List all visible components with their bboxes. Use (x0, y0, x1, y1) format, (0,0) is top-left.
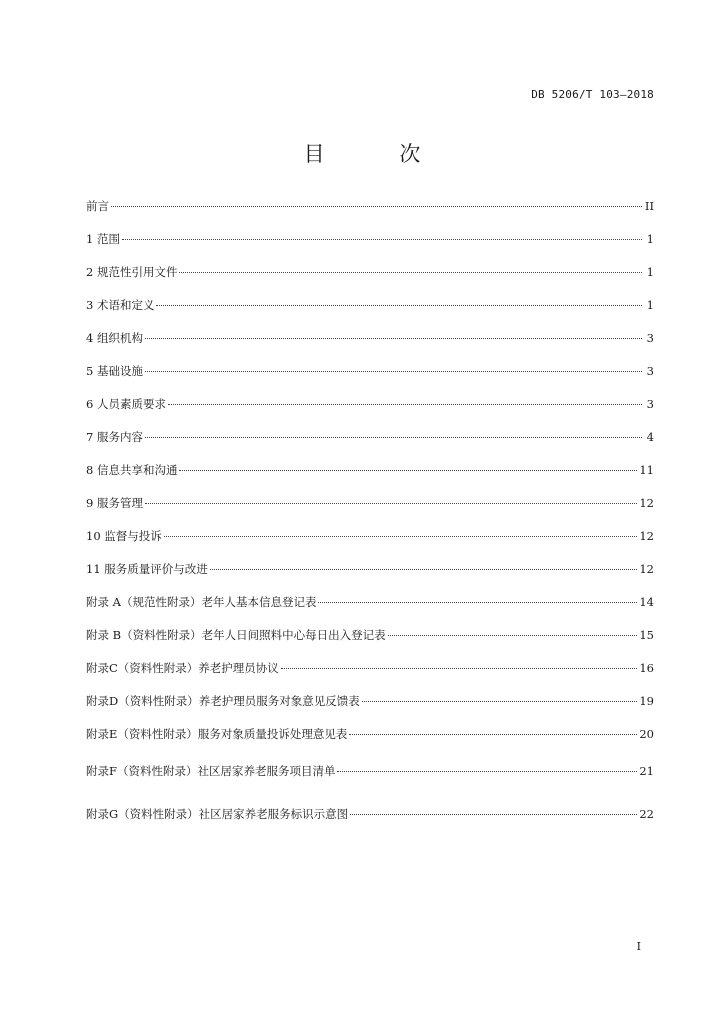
toc-dot-leader (164, 536, 638, 537)
toc-dot-leader (318, 602, 637, 603)
toc-entry-page: 20 (639, 727, 654, 741)
toc-entry[interactable] (86, 396, 654, 429)
toc-dot-leader (210, 569, 638, 570)
toc-dot-leader (145, 371, 642, 372)
toc-entry-label: 前言 (86, 199, 109, 213)
toc-dot-leader (111, 206, 642, 207)
toc-entry[interactable] (86, 763, 654, 796)
toc-entry-page: 3 (646, 331, 654, 345)
toc-entry[interactable] (86, 363, 654, 396)
toc-entry-page: 19 (639, 694, 654, 708)
toc-entry-label: 2 规范性引用文件 (86, 265, 178, 279)
toc-entry-label: 附录F（资料性附录）社区居家养老服务项目清单 (86, 764, 336, 778)
toc-entry-page: 3 (646, 397, 654, 411)
toc-entry-label: 附录D（资料性附录）养老护理员服务对象意见反馈表 (86, 694, 360, 708)
toc-entry-page: 15 (639, 628, 654, 642)
toc-dot-leader (145, 437, 642, 438)
toc-dot-leader (145, 338, 642, 339)
toc-dot-leader (145, 503, 637, 504)
toc-entry[interactable] (86, 297, 654, 330)
toc-entry[interactable] (86, 806, 654, 839)
toc-entry-page: 21 (639, 764, 654, 778)
toc-entry-page: 16 (639, 661, 654, 675)
toc-entry[interactable] (86, 660, 654, 693)
toc-entry[interactable] (86, 627, 654, 660)
toc-dot-leader (179, 272, 642, 273)
toc-entry-label: 附录C（资料性附录）养老护理员协议 (86, 661, 279, 675)
toc-entry-page: 14 (639, 595, 654, 609)
toc-entry-page: 1 (646, 265, 654, 279)
toc-entry-page: II (644, 199, 654, 213)
toc-entry-page: 22 (639, 807, 654, 821)
toc-entry-label: 7 服务内容 (86, 430, 143, 444)
toc-entry[interactable] (86, 462, 654, 495)
toc-entry[interactable] (86, 528, 654, 561)
toc-entry-label: 6 人员素质要求 (86, 397, 166, 411)
toc-entry-label: 11 服务质量评价与改进 (86, 562, 208, 576)
toc-dot-leader (349, 734, 637, 735)
toc-entry-label: 附录G（资料性附录）社区居家养老服务标识示意图 (86, 807, 349, 821)
toc-dot-leader (281, 668, 638, 669)
toc-entry-page: 3 (646, 364, 654, 378)
toc-dot-leader (168, 404, 642, 405)
toc-entry[interactable] (86, 561, 654, 594)
toc-entry[interactable] (86, 429, 654, 462)
toc-entry-label: 附录 B（资料性附录）老年人日间照料中心每日出入登记表 (86, 628, 386, 642)
document-code: DB 5206/T 103—2018 (531, 88, 654, 101)
toc-entry-label: 9 服务管理 (86, 496, 143, 510)
toc-entry[interactable] (86, 231, 654, 264)
toc-dot-leader (388, 635, 638, 636)
toc-entry-label: 1 范围 (86, 232, 120, 246)
toc-dot-leader (362, 701, 638, 702)
toc-entry[interactable] (86, 198, 654, 231)
toc-entry-page: 12 (639, 496, 654, 510)
table-of-contents (86, 198, 654, 839)
toc-entry-page: 4 (646, 430, 654, 444)
toc-entry-page: 1 (646, 232, 654, 246)
toc-entry-label: 3 术语和定义 (86, 298, 155, 312)
toc-entry[interactable] (86, 264, 654, 297)
toc-dot-leader (122, 239, 642, 240)
toc-entry[interactable] (86, 594, 654, 627)
toc-dot-leader (156, 305, 642, 306)
toc-entry-label: 附录 A（规范性附录）老年人基本信息登记表 (86, 595, 317, 609)
toc-entry-page: 12 (639, 529, 654, 543)
toc-dot-leader (179, 470, 637, 471)
toc-entry-label: 8 信息共享和沟通 (86, 463, 178, 477)
toc-entry[interactable] (86, 726, 654, 759)
toc-entry-page: 1 (646, 298, 654, 312)
toc-entry[interactable] (86, 495, 654, 528)
toc-entry-label: 5 基础设施 (86, 364, 143, 378)
toc-dot-leader (350, 814, 637, 815)
toc-entry-label: 10 监督与投诉 (86, 529, 162, 543)
toc-entry-page: 12 (639, 562, 654, 576)
toc-entry-label: 附录E（资料性附录）服务对象质量投诉处理意见表 (86, 727, 348, 741)
toc-entry[interactable] (86, 330, 654, 363)
toc-title: 目 次 (303, 142, 455, 166)
toc-dot-leader (337, 771, 637, 772)
toc-entry[interactable] (86, 693, 654, 726)
toc-entry-page: 11 (639, 463, 654, 477)
toc-entry-label: 4 组织机构 (86, 331, 143, 345)
page-number: I (636, 940, 641, 953)
